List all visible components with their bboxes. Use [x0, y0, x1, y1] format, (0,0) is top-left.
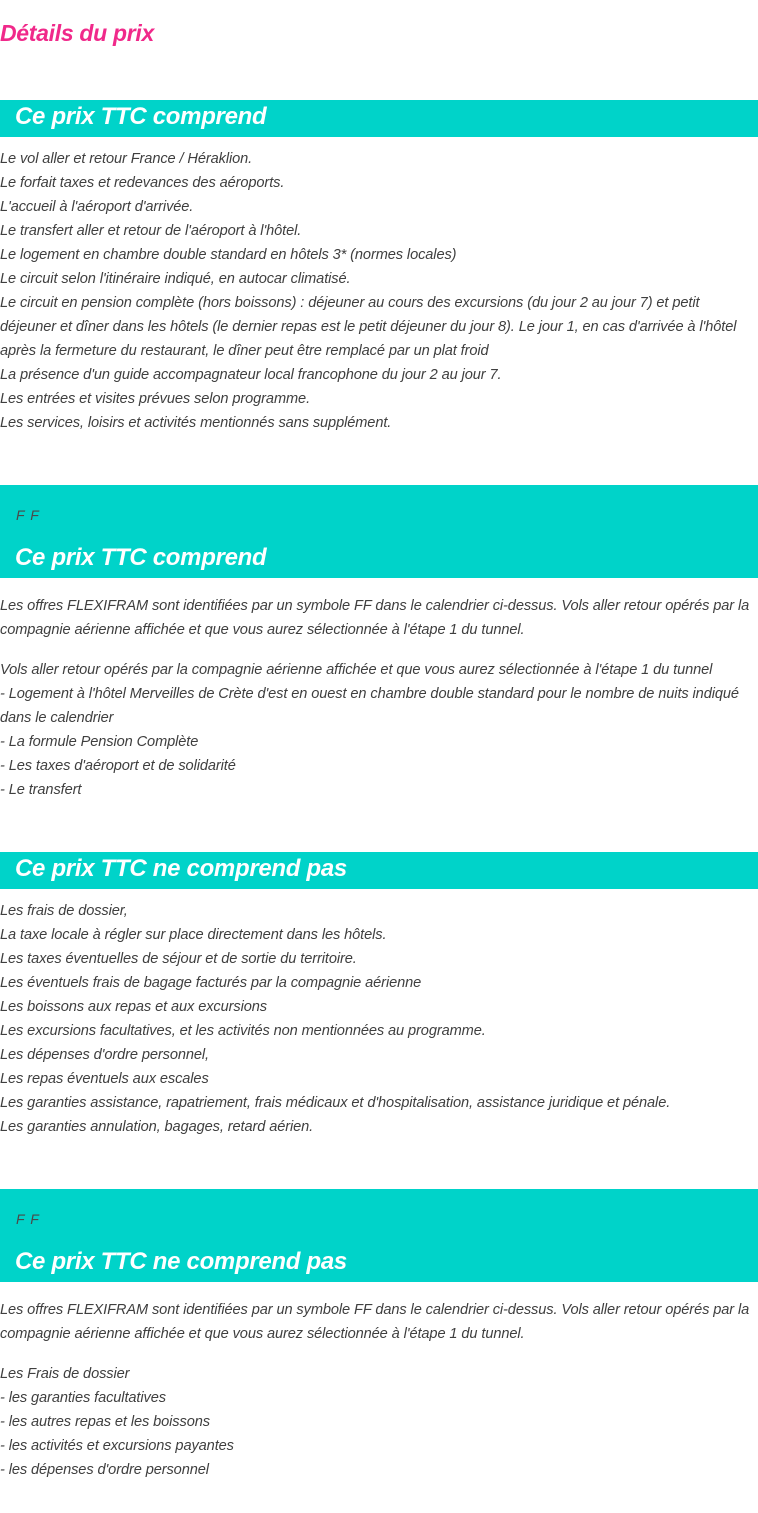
list-item: Le vol aller et retour France / Héraklion.: [0, 151, 253, 167]
ff-not-included-list: [0, 1362, 758, 1482]
section-heading: Ce prix TTC comprend: [15, 544, 267, 571]
list-item: Les boissons aux repas et aux excursions: [0, 999, 267, 1015]
list-item: Le forfait taxes et redevances des aéroports.: [0, 175, 285, 191]
list-item: - La formule Pension Complète: [0, 734, 199, 750]
section-header-included: [0, 100, 758, 137]
ff-badge: F F: [16, 507, 40, 523]
list-item: Les repas éventuels aux escales: [0, 1071, 209, 1087]
list-item: Les éventuels frais de bagage facturés par la compagnie aérienne: [0, 975, 422, 991]
list-item: Vols aller retour opérés par la compagnie aérienne affichée et que vous aurez sélectionnée à l'étape 1 du tunnel: [0, 662, 713, 678]
section-heading: Ce prix TTC ne comprend pas: [15, 855, 347, 882]
section-header-not-included: [0, 852, 758, 889]
list-item: Le circuit en pension complète (hors boissons) : déjeuner au cours des excursions (du jour 2 au jour 7) et petit déjeuner et dîner dans les hôtels (le dernier repas est le petit déjeuner du jour 8). Le jour 1, en cas d'arrivée à l'hôtel après la fermeture du restaurant, le dîner peut être remplacé par un plat froid: [0, 295, 737, 359]
page-title: Détails du prix: [0, 20, 154, 46]
list-item: - les activités et excursions payantes: [0, 1438, 234, 1454]
ff-included-list: [0, 658, 758, 802]
list-item: - Logement à l'hôtel Merveilles de Crète d'est en ouest en chambre double standard pour le nombre de nuits indiqué dans le calendrier: [0, 686, 739, 726]
included-list: [0, 147, 758, 435]
ff-intro-paragraph: Les offres FLEXIFRAM sont identifiées par un symbole FF dans le calendrier ci-dessus. Vols aller retour opérés par la compagnie aérienne affichée et que vous aurez sélectionnée à l'étape 1 du tunnel.: [0, 1302, 750, 1342]
list-item: Les excursions facultatives, et les activités non mentionnées au programme.: [0, 1023, 486, 1039]
list-item: L'accueil à l'aéroport d'arrivée.: [0, 199, 194, 215]
list-item: Les frais de dossier,: [0, 903, 128, 919]
list-item: - Le transfert: [0, 782, 82, 798]
list-item: Les taxes éventuelles de séjour et de sortie du territoire.: [0, 951, 357, 967]
list-item: - Les taxes d'aéroport et de solidarité: [0, 758, 236, 774]
list-item: Les services, loisirs et activités mentionnés sans supplément.: [0, 415, 392, 431]
list-item: Le transfert aller et retour de l'aéroport à l'hôtel.: [0, 223, 302, 239]
list-item: Le logement en chambre double standard en hôtels 3* (normes locales): [0, 247, 457, 263]
not-included-list: [0, 899, 758, 1139]
list-item: La présence d'un guide accompagnateur local francophone du jour 2 au jour 7.: [0, 367, 502, 383]
list-item: Les entrées et visites prévues selon programme.: [0, 391, 311, 407]
list-item: Les Frais de dossier: [0, 1366, 130, 1382]
list-item: - les dépenses d'ordre personnel: [0, 1462, 209, 1478]
section-heading: Ce prix TTC comprend: [15, 103, 267, 130]
list-item: - les garanties facultatives: [0, 1390, 166, 1406]
section-heading: Ce prix TTC ne comprend pas: [15, 1248, 347, 1275]
list-item: Les garanties assistance, rapatriement, frais médicaux et d'hospitalisation, assistance juridique et pénale.: [0, 1095, 671, 1111]
list-item: Les garanties annulation, bagages, retard aérien.: [0, 1119, 314, 1135]
list-item: - les autres repas et les boissons: [0, 1414, 210, 1430]
section-header-ff-included: [0, 485, 758, 578]
ff-badge: F F: [16, 1211, 40, 1227]
ff-intro-paragraph: Les offres FLEXIFRAM sont identifiées par un symbole FF dans le calendrier ci-dessus. Vols aller retour opérés par la compagnie aérienne affichée et que vous aurez sélectionnée à l'étape 1 du tunnel.: [0, 598, 750, 638]
section-header-ff-not-included: [0, 1189, 758, 1282]
list-item: Les dépenses d'ordre personnel,: [0, 1047, 210, 1063]
list-item: La taxe locale à régler sur place directement dans les hôtels.: [0, 927, 387, 943]
list-item: Le circuit selon l'itinéraire indiqué, en autocar climatisé.: [0, 271, 351, 287]
